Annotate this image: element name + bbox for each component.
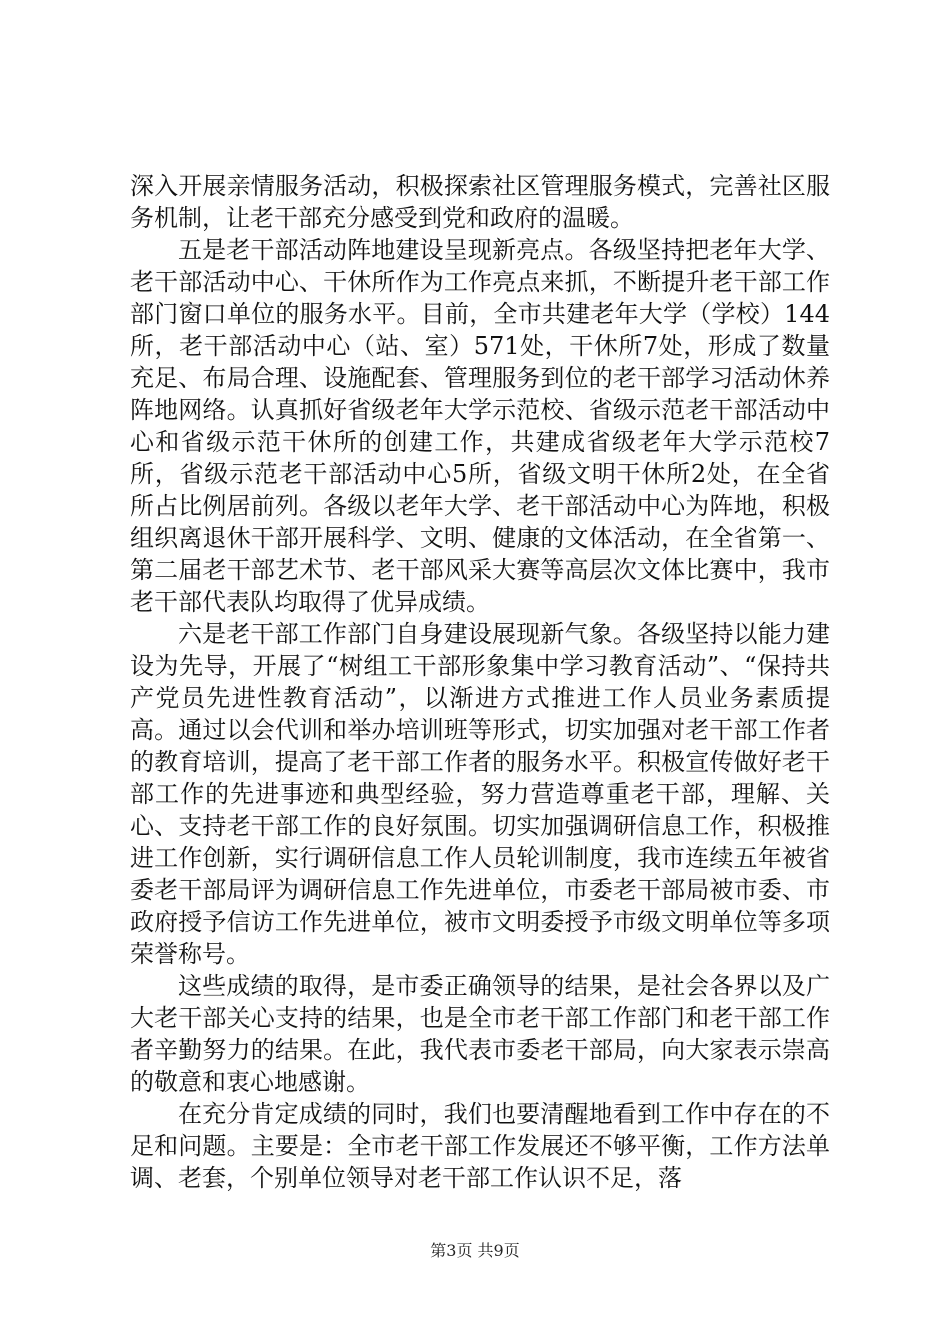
page-number-label: 第3页 共9页 [430, 1241, 520, 1260]
document-body [130, 170, 830, 1194]
paragraph-self-construction: 六是老干部工作部门自身建设展现新气象。各级坚持以能力建设为先导，开展了“树组工干部形象集中学习教育活动”、“保持共产党员先进性教育活动”，以渐进方式推进工作人员业务素质提高。通过以会代训和举办培训班等形式，切实加强对老干部工作者的教育培训，提高了老干部工作者的服务水平。积极宣传做好老干部工作的先进事迹和典型经验，努力营造尊重老干部，理解、关心、支持老干部工作的良好氛围。切实加强调研信息工作，积极推进工作创新，实行调研信息工作人员轮训制度，我市连续五年被省委老干部局评为调研信息工作先进单位，市委老干部局被市委、市政府授予信访工作先进单位，被市文明委授予市级文明单位等多项荣誉称号。 [130, 620, 830, 968]
page-footer [0, 1238, 950, 1261]
paragraph-acknowledgement: 这些成绩的取得，是市委正确领导的结果，是社会各界以及广大老干部关心支持的结果，也是全市老干部工作部门和老干部工作者辛勤努力的结果。在此，我代表市委老干部局，向大家表示崇高的敬意和衷心地感谢。 [130, 972, 830, 1096]
paragraph-continuation: 深入开展亲情服务活动，积极探索社区管理服务模式，完善社区服务机制，让老干部充分感受到党和政府的温暖。 [130, 172, 830, 232]
paragraph-activity-venues: 五是老干部活动阵地建设呈现新亮点。各级坚持把老年大学、老干部活动中心、干休所作为工作亮点来抓，不断提升老干部工作部门窗口单位的服务水平。目前，全市共建老年大学（学校）144所，老干部活动中心（站、室）571处，干休所7处，形成了数量充足、布局合理、设施配套、管理服务到位的老干部学习活动休养阵地网络。认真抓好省级老年大学示范校、省级示范老干部活动中心和省级示范干休所的创建工作，共建成省级老年大学示范校7所，省级示范老干部活动中心5所，省级文明干休所2处，在全省所占比例居前列。各级以老年大学、老干部活动中心为阵地，积极组织离退休干部开展科学、文明、健康的文体活动，在全省第一、第二届老干部艺术节、老干部风采大赛等高层次文体比赛中，我市老干部代表队均取得了优异成绩。 [130, 236, 830, 616]
paragraph-shortcomings: 在充分肯定成绩的同时，我们也要清醒地看到工作中存在的不足和问题。主要是：全市老干部工作发展还不够平衡，工作方法单调、老套，个别单位领导对老干部工作认识不足，落 [130, 1100, 830, 1192]
